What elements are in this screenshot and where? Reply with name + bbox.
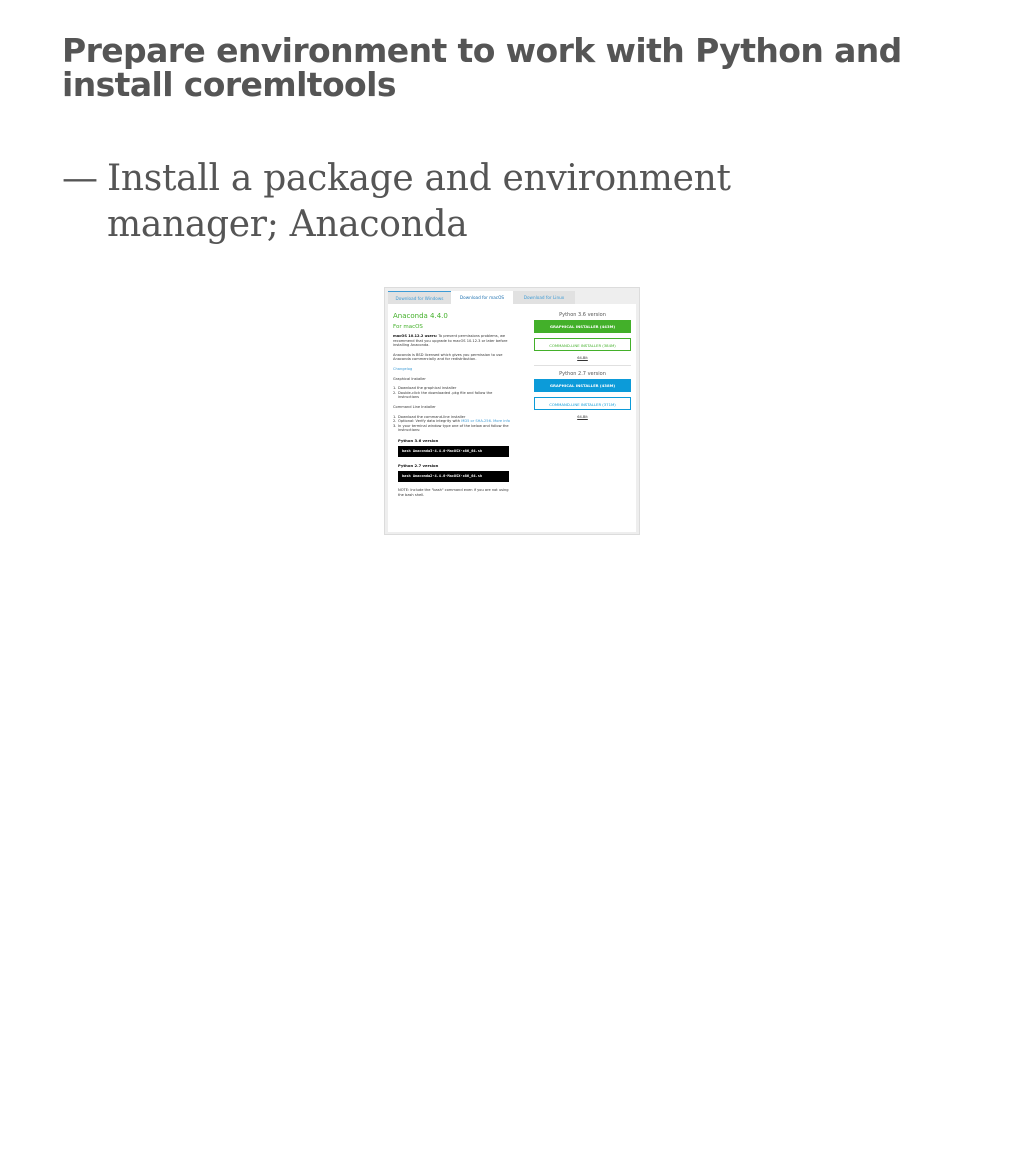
step-text: Optional: Verify data integrity with (398, 419, 462, 424)
divider (534, 365, 631, 366)
step-number: 2. (393, 419, 397, 424)
anaconda-download-screenshot (384, 287, 640, 535)
bash-note: NOTE: Include the "bash" command even if you are not using the bash shell. (398, 487, 509, 497)
download-buttons (534, 312, 631, 424)
py27-version-label: Python 2.7 version (559, 371, 606, 377)
step-text: Double-click the downloaded .pkg file and follow the instructions (398, 390, 493, 400)
macos-warning-bold: macOS 10.12.2 users: (393, 334, 438, 338)
changelog-link[interactable]: Changelog (393, 366, 413, 371)
graphical-steps (393, 386, 513, 400)
tab-macos[interactable]: Download for macOS (451, 291, 513, 304)
step-text: Download the graphical installer (398, 386, 457, 391)
step-number: 2. (393, 390, 397, 395)
py27-arch-link[interactable]: 64-Bit (577, 415, 588, 419)
download-tabs (388, 291, 638, 304)
py36-cmd-heading: Python 3.6 version (398, 437, 439, 443)
install-instructions (393, 312, 513, 502)
tab-linux[interactable]: Download for Linux (513, 291, 575, 304)
cli-steps (393, 415, 513, 433)
list-item (393, 424, 513, 433)
macos-warning (393, 334, 513, 348)
py36-graphical-installer-button[interactable]: GRAPHICAL INSTALLER (443M) (534, 320, 631, 333)
more-info-link[interactable]: . More info (490, 419, 510, 424)
step-number: 1. (393, 386, 397, 391)
step-number: 1. (393, 414, 397, 419)
py27-cmd-heading: Python 2.7 version (398, 462, 439, 468)
hash-link[interactable]: MD5 or SHA-256 (461, 419, 491, 424)
macos-warning-text: To prevent permissions problems, we recommend that you upgrade to macOS 10.12.3 or later before installing Anaconda. (393, 334, 508, 348)
tab-windows[interactable]: Download for Windows (388, 291, 451, 304)
py27-cli-installer-button[interactable]: COMMAND-LINE INSTALLER (371M) (534, 397, 631, 410)
py27-command: bash Anaconda2-4.4.0-MacOSX-x86_64.sh (398, 471, 509, 482)
py36-version-label: Python 3.6 version (559, 312, 606, 318)
step-number: 3. (393, 423, 397, 428)
platform-label: For macOS (393, 324, 423, 330)
slide-title: Prepare environment to work with Python and install coremltools (62, 31, 902, 104)
py36-cli-installer-button[interactable]: COMMAND-LINE INSTALLER (384M) (534, 338, 631, 351)
py36-arch-link[interactable]: 64-Bit (577, 356, 588, 360)
license-text: Anaconda is BSD licensed which gives you permission to use Anaconda commercially and for redistribution. (393, 352, 503, 362)
list-item (393, 391, 513, 400)
step-text: Download the command-line installer (398, 414, 466, 419)
py27-graphical-installer-button[interactable]: GRAPHICAL INSTALLER (438M) (534, 379, 631, 392)
cli-installer-heading: Command Line Installer (393, 404, 436, 409)
bullet-dash: — (62, 158, 98, 199)
py36-command: bash Anaconda3-4.4.0-MacOSX-x86_64.sh (398, 446, 509, 457)
version-title: Anaconda 4.4.0 (393, 312, 448, 320)
download-panel (388, 304, 636, 532)
step-text: In your terminal window type one of the below and follow the instructions: (398, 423, 509, 433)
bullet-text: Install a package and environment manager; Anaconda (107, 158, 731, 245)
graphical-installer-heading: Graphical Installer (393, 376, 426, 381)
